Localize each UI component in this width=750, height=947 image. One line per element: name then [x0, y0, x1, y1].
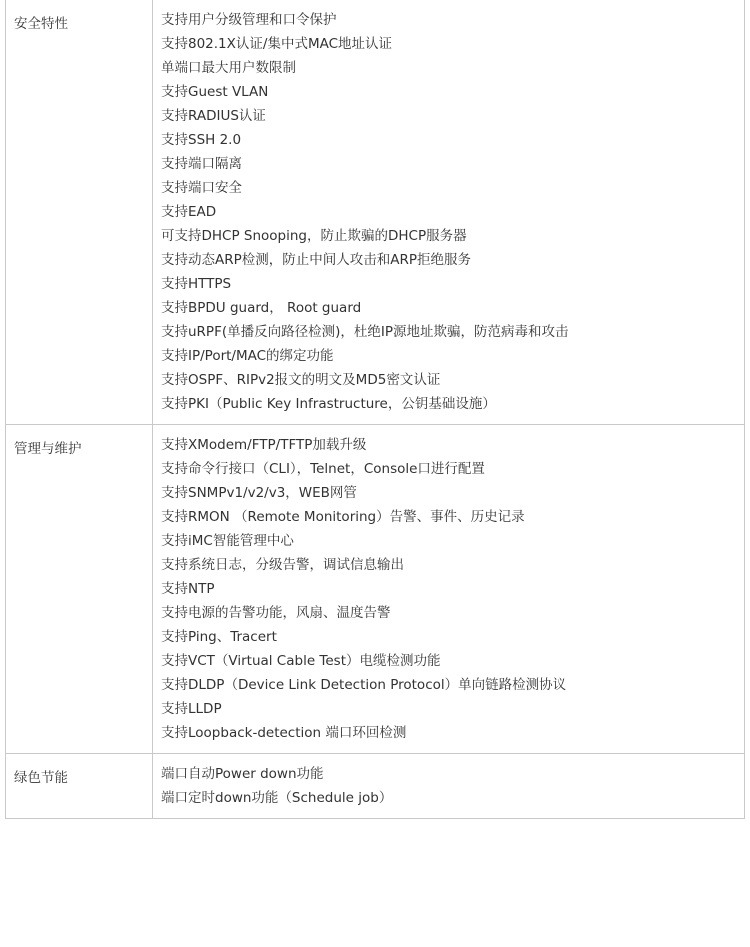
list-item: 端口定时down功能（Schedule job）	[161, 790, 393, 806]
list-item: 端口自动Power down功能	[161, 766, 324, 782]
section-label: 安全特性	[6, 0, 153, 425]
table-row-management	[6, 425, 745, 754]
list-item: 支持电源的告警功能，风扇、温度告警	[161, 605, 391, 621]
table-row-green	[6, 754, 745, 819]
list-item: 支持DLDP（Device Link Detection Protocol）单向链路检测协议	[161, 677, 567, 693]
list-item: 支持Guest VLAN	[161, 84, 269, 100]
section-label: 管理与维护	[6, 425, 153, 754]
spec-table	[5, 0, 745, 819]
list-item: 支持iMC智能管理中心	[161, 533, 294, 549]
list-item: 支持PKI（Public Key Infrastructure，公钥基础设施）	[161, 396, 496, 412]
list-item: 支持Ping、Tracert	[161, 629, 277, 645]
list-item: 支持端口隔离	[161, 156, 242, 172]
list-item: 支持RADIUS认证	[161, 108, 266, 124]
list-item: 支持NTP	[161, 581, 215, 597]
section-items	[153, 0, 745, 425]
list-item: 支持命令行接口（CLI），Telnet，Console口进行配置	[161, 461, 485, 477]
list-item: 支持SSH 2.0	[161, 132, 242, 148]
list-item: 支持端口安全	[161, 180, 242, 196]
list-item: 支持XModem/FTP/TFTP加载升级	[161, 437, 367, 453]
table-row-security	[6, 0, 745, 425]
list-item: 单端口最大用户数限制	[161, 60, 296, 76]
section-items	[153, 754, 745, 819]
list-item: 支持802.1X认证/集中式MAC地址认证	[161, 36, 393, 52]
list-item: 支持uRPF(单播反向路径检测)，杜绝IP源地址欺骗，防范病毒和攻击	[161, 324, 569, 340]
list-item: 支持LLDP	[161, 701, 222, 717]
list-item: 支持用户分级管理和口令保护	[161, 12, 337, 28]
list-item: 支持IP/Port/MAC的绑定功能	[161, 348, 334, 364]
list-item: 支持HTTPS	[161, 276, 232, 292]
list-item: 可支持DHCP Snooping，防止欺骗的DHCP服务器	[161, 228, 467, 244]
list-item: 支持RMON （Remote Monitoring）告警、事件、历史记录	[161, 509, 525, 525]
list-item: 支持OSPF、RIPv2报文的明文及MD5密文认证	[161, 372, 441, 388]
section-label: 绿色节能	[6, 754, 153, 819]
list-item: 支持SNMPv1/v2/v3，WEB网管	[161, 485, 357, 501]
section-items	[153, 425, 745, 754]
list-item: 支持Loopback-detection 端口环回检测	[161, 725, 407, 741]
list-item: 支持动态ARP检测，防止中间人攻击和ARP拒绝服务	[161, 252, 472, 268]
list-item: 支持VCT（Virtual Cable Test）电缆检测功能	[161, 653, 441, 669]
list-item: 支持EAD	[161, 204, 217, 220]
list-item: 支持BPDU guard， Root guard	[161, 300, 362, 316]
list-item: 支持系统日志，分级告警，调试信息输出	[161, 557, 404, 573]
